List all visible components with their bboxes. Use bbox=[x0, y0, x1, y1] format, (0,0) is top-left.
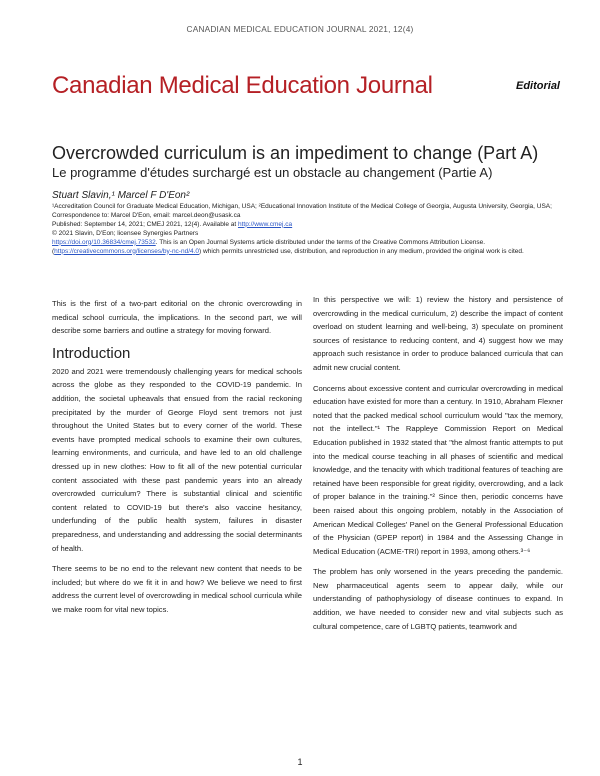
body-paragraph: The problem has only worsened in the years preceding the pandemic. New pharmaceutical agents seem to appear daily, while our understanding of pathophysiology of disease continues to expand. In addition, we have needed to consider new and vital subjects such as cultural competence, care of LGBTQ patients, teamwork and bbox=[313, 567, 563, 631]
article-title-english: Overcrowded curriculum is an impediment to change (Part A) bbox=[52, 143, 539, 163]
section-heading-introduction: Introduction bbox=[52, 344, 131, 362]
right-column bbox=[313, 293, 563, 640]
body-paragraph: Concerns about excessive content and curricular overcrowding in medical education have existed for more than a century. In 1910, Abraham Flexner noted that the packed medical school curriculum would "tax the memory, not the intellect."¹ The Rappleye Commission Report on Medical Education published in 1932 stated that "the almost frantic attempts to put into the medical course teaching in all phases of scientific and medical knowledge, and the tenacity with which traditional features of teaching are retained have been responsible for great rigidity, overcrowding, and a lack of proper balance in the training."² Since then, periodic concerns have been raised about this ongoing problem, notably in the Association of American Medical Colleges' Panel on the General Professional Education of the Physician (GPEP report) in 1984 and the Assessing Change in Medical Education (ACME-TRI) report in 1993, among others.³⁻⁶ bbox=[313, 383, 563, 556]
article-type-label: Editorial bbox=[515, 80, 560, 92]
authors: Stuart Slavin,¹ Marcel F D'Eon² bbox=[52, 190, 190, 201]
body-paragraph: 2020 and 2021 were tremendously challenging years for medical schools across the globe as they responded to the COVID-19 pandemic. In addition, the societal upheavals that ensued from the racial reckoning precipitated by the murder of George Floyd sent tremors not just throughout the United States but to every corner of the world. These events have prompted medical schools to examine their own cultures, learning environments, and curricula, and have led to an old challenge dressed up in new clothes: How to fit all of the new potential curricular content associated with these past pandemic years into an already overcrowded curriculum? There is substantial clinical and scientific content related to COVID-19 but there's also vaccine hesitancy, underfunding of the public health system, failures in disaster preparedness, and understanding and addressing the social determinants of health. bbox=[52, 366, 302, 553]
journal-title: Canadian Medical Education Journal bbox=[52, 72, 433, 99]
left-column bbox=[52, 297, 302, 623]
article-title-french: Le programme d'études surchargé est un obstacle au changement (Partie A) bbox=[52, 165, 493, 180]
body-paragraph: In this perspective we will: 1) review the history and persistence of overcrowding in the medical curriculum, 2) describe the impact of content overload on student learning and well-being, 3) speculate on prominent sources of resistance to reducing content, and 4) suggest how we may approach such resistance in order to produce balanced curricula that can admit new crucial content. bbox=[313, 295, 563, 372]
published-text: Published: September 14, 2021; CMEJ 2021, 12(4). Available at bbox=[52, 220, 238, 228]
doi-link[interactable]: https://doi.org/10.36834/cmej.73532 bbox=[52, 238, 156, 246]
license-info: https://doi.org/10.36834/cmej.73532. This is an Open Journal Systems article distributed under the terms of the Creative Commons Attribution License. (https://creativecommons.org/licenses/by-nc-nd/4.0) which permits unrestricted use, distribution, and reproduction in any medium, provided the original work is cited. bbox=[52, 238, 524, 255]
license-text: . This is an Open Journal Systems article distributed under the terms of the Creative Commons Attribution License. bbox=[155, 238, 486, 246]
page-number: 1 bbox=[297, 757, 303, 767]
running-head: CANADIAN MEDICAL EDUCATION JOURNAL 2021, 12(4) bbox=[186, 24, 414, 34]
journal-website-link[interactable]: http://www.cmej.ca bbox=[237, 220, 293, 228]
correspondence: Correspondence to: Marcel D'Eon, email: marcel.deon@usask.ca bbox=[52, 211, 241, 219]
intro-paragraph: This is the first of a two-part editorial on the chronic overcrowding in medical school curricula, the implications. In the second part, we will describe some barriers and outline a strategy for moving forward. bbox=[52, 299, 302, 336]
publication-info bbox=[52, 221, 562, 230]
affiliations: ¹Accreditation Council for Graduate Medical Education, Michigan, USA; ²Educational Innovation Institute of the Medical College of Georgia, Augusta University, Georgia, USA; bbox=[52, 203, 552, 210]
license-tail: ) which permits unrestricted use, distribution, and reproduction in any medium, provided the original work is cited. bbox=[199, 247, 524, 255]
copyright: © 2021 Slavin, D'Eon; licensee Synergies Partners bbox=[52, 229, 199, 237]
body-paragraph: There seems to be no end to the relevant new content that needs to be included; but where do we fit it in and how? We believe we need to first address the current level of overcrowding in medical school curricula while we make room for vital new topics. bbox=[52, 564, 302, 614]
article-metadata bbox=[52, 189, 562, 256]
license-link[interactable]: https://creativecommons.org/licenses/by-nc-nd/4.0 bbox=[54, 247, 200, 255]
